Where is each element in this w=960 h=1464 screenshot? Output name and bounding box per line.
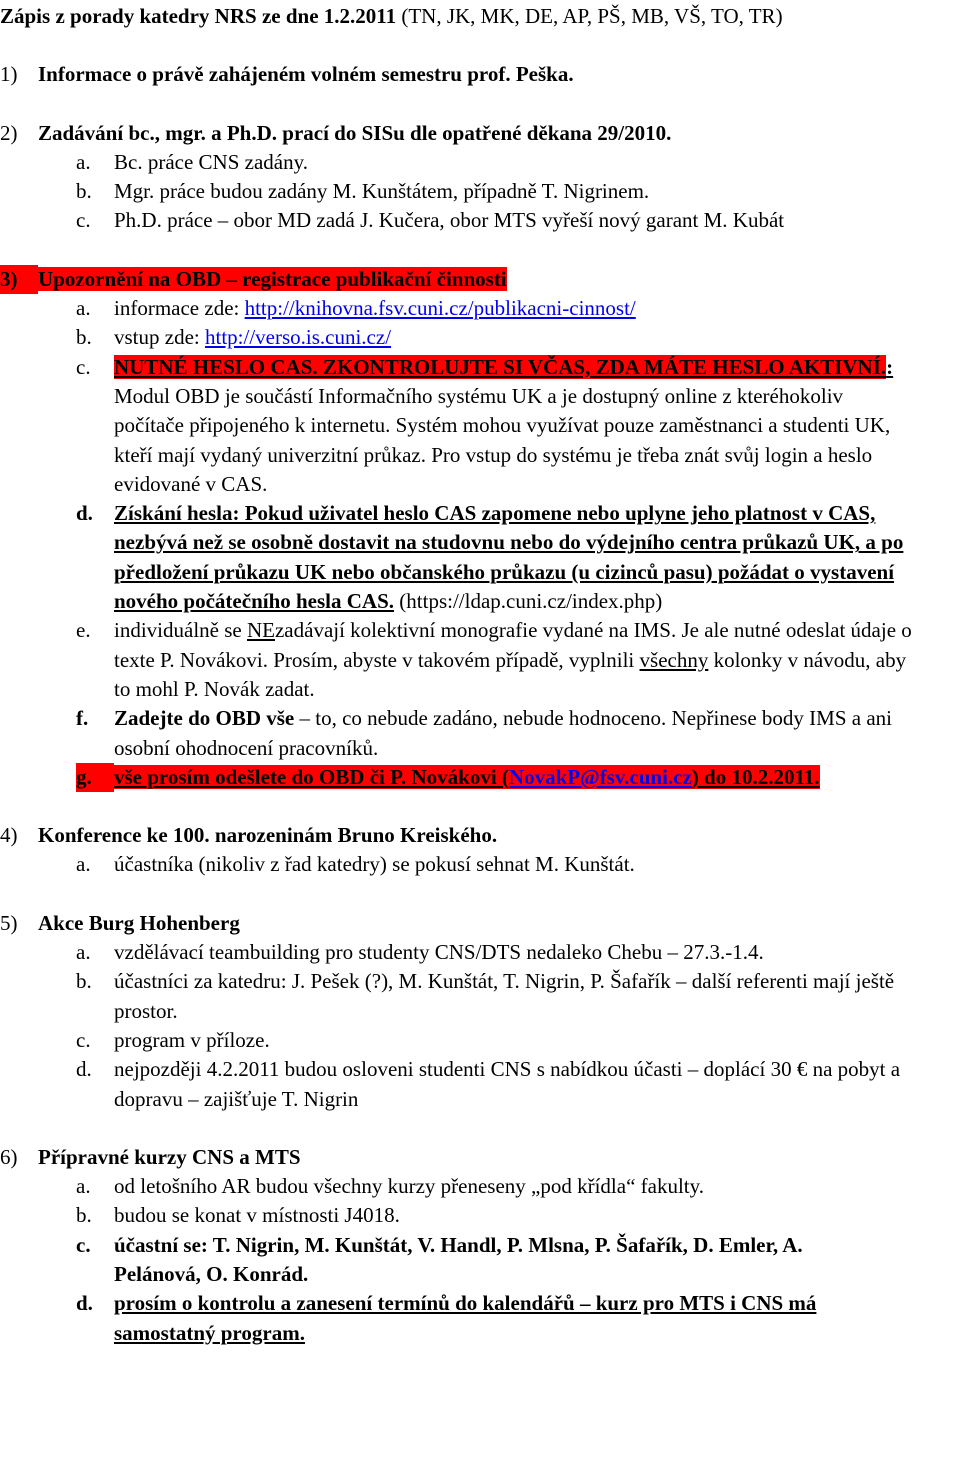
section-number: 5) <box>0 910 18 935</box>
item-text: informace zde: <box>114 296 245 321</box>
item-label: b. <box>76 969 92 994</box>
list-item <box>76 148 960 177</box>
item-text: Modul OBD je součástí Informačního systému UK a je dostupný online z kteréhokoliv počítače připojeného k internetu. Systém mohou využívat pouze zaměstnanci a studenti UK, kteří mají vydaný univerzitní průkaz. Pro vstup do systému je třeba znát svůj login a heslo evidované v CAS. <box>114 383 891 496</box>
item-label: e. <box>76 618 91 643</box>
item-text: ) do 10.2.2011. <box>691 764 820 789</box>
list-item <box>76 850 960 879</box>
item-text: zadávají kolektivní monografie vydané na IMS. Je ale nutné odeslat údaje o texte P. Novákovi. Prosím, abyste v takovém případě, vyplnili <box>114 618 912 672</box>
item-label: a. <box>76 940 91 965</box>
item-text: – to, co nebude zadáno, nebude hodnoceno. Nepřinese body IMS a ani osobní ohodnocení pracovníků. <box>114 706 892 760</box>
colon: : <box>886 354 894 379</box>
warning-text: NUTNÉ HESLO CAS. ZKONTROLUJTE SI VČAS, ZDA MÁTE HESLO AKTIVNÍ. <box>114 354 887 379</box>
section-heading: Konference ke 100. narozeninám Bruno Kreiského. <box>38 823 498 848</box>
item-text: prosím o kontrolu a zanesení termínů do kalendářů – kurz pro MTS i CNS má samostatný program. <box>114 1291 817 1345</box>
item-text: program v příloze. <box>114 1027 270 1052</box>
ne-text: NE <box>246 618 275 643</box>
section-heading: Zadávání bc., mgr. a Ph.D. prací do SISu dle opatřené děkana 29/2010. <box>38 120 672 145</box>
item-label: c. <box>76 354 91 379</box>
list-item <box>76 1231 874 1290</box>
item-text: účastní se: T. Nigrin, M. Kunštát, V. Handl, P. Mlsna, P. Šafařík, D. Emler, A. Pelánová, O. Konrád. <box>114 1232 803 1286</box>
list-item <box>76 967 904 1026</box>
list-item <box>76 206 894 235</box>
document-title <box>0 2 960 31</box>
item-label: d. <box>76 1057 92 1082</box>
section-heading: Akce Burg Hohenberg <box>38 910 240 935</box>
email-link[interactable]: NovakP@fsv.cuni.cz <box>508 764 692 789</box>
item-label: d. <box>76 1291 93 1316</box>
section-number: 6) <box>0 1144 18 1169</box>
item-text: účastníci za katedru: J. Pešek (?), M. Kunštát, T. Nigrin, P. Šafařík – další referenti mají ještě prostor. <box>114 969 895 1023</box>
list-item <box>76 1289 894 1348</box>
item-text: vstup zde: <box>114 325 205 350</box>
item-label: b. <box>76 1203 92 1228</box>
section-2 <box>0 119 960 148</box>
item-label: a. <box>76 296 91 321</box>
item-text: Mgr. práce budou zadány M. Kunštátem, případně T. Nigrinem. <box>114 179 650 204</box>
item-label: c. <box>76 208 91 233</box>
section-3 <box>0 265 960 294</box>
section-number: 1) <box>0 62 18 87</box>
list-item <box>76 1201 960 1230</box>
item-text: vzdělávací teambuilding pro studenty CNS/DTS nedaleko Chebu – 27.3.-1.4. <box>114 940 764 965</box>
list-item <box>76 294 960 323</box>
item-label: b. <box>76 325 92 350</box>
list-item <box>76 323 960 352</box>
item-text: vše prosím odešlete do OBD či P. Novákovi ( <box>114 764 509 789</box>
item-text: budou se konat v místnosti J4018. <box>114 1203 400 1228</box>
section-number: 2) <box>0 120 18 145</box>
section-6 <box>0 1143 960 1172</box>
section-heading: Upozornění na OBD – registrace publikační činnosti <box>38 266 507 291</box>
item-label: c. <box>76 1027 91 1052</box>
item-text: Bc. práce CNS zadány. <box>114 149 308 174</box>
section-heading: Informace o právě zahájeném volném semestru prof. Peška. <box>38 62 574 87</box>
title-bold: Zápis z porady katedry NRS ze dne 1.2.2011 <box>0 4 397 28</box>
item-label: d. <box>76 501 93 526</box>
vsechny-text: všechny <box>639 647 709 672</box>
item-text: kolonky v návodu, aby to mohl P. Novák zadat. <box>114 647 907 701</box>
list-item <box>76 616 924 704</box>
verso-link[interactable]: http://verso.is.cuni.cz/ <box>204 325 392 350</box>
list-item <box>76 763 874 792</box>
item-text: (https://ldap.cuni.cz/index.php) <box>394 589 663 614</box>
item-text: individuálně se <box>114 618 247 643</box>
list-item <box>76 499 904 616</box>
item-label: f. <box>76 706 89 731</box>
list-item <box>76 938 960 967</box>
list-item <box>76 1172 960 1201</box>
item-text: účastníka (nikoliv z řad katedry) se pokusí sehnat M. Kunštát. <box>114 852 635 877</box>
section-number: 4) <box>0 823 18 848</box>
knihovna-link[interactable]: http://knihovna.fsv.cuni.cz/publikacni-cinnost/ <box>244 296 636 321</box>
list-item <box>76 353 914 499</box>
item-label: a. <box>76 852 91 877</box>
list-item <box>76 1055 914 1114</box>
title-attendees: (TN, JK, MK, DE, AP, PŠ, MB, VŠ, TO, TR) <box>396 4 783 28</box>
item-label: a. <box>76 1174 91 1199</box>
list-item <box>76 177 960 206</box>
item-text: od letošního AR budou všechny kurzy přeneseny „pod křídla“ fakulty. <box>114 1174 705 1199</box>
list-item <box>76 1026 960 1055</box>
section-1 <box>0 60 960 89</box>
item-label: g. <box>76 763 114 792</box>
item-text: Ph.D. práce – obor MD zadá J. Kučera, obor MTS vyřeší nový garant M. Kubát <box>114 208 785 233</box>
section-5 <box>0 909 960 938</box>
item-bold: Zadejte do OBD vše <box>114 706 295 731</box>
list-item <box>76 704 904 763</box>
section-number: 3) <box>0 265 38 294</box>
section-heading: Přípravné kurzy CNS a MTS <box>38 1144 301 1169</box>
item-text: nejpozději 4.2.2011 budou osloveni studenti CNS s nabídkou účasti – doplácí 30 € na pobyt a dopravu – zajišťuje T. Nigrin <box>114 1057 901 1111</box>
item-label: a. <box>76 149 91 174</box>
item-label: c. <box>76 1232 91 1257</box>
section-4 <box>0 821 960 850</box>
password-info: Získání hesla: Pokud uživatel heslo CAS zapomene nebo uplyne jeho platnost v CAS, nezbývá než se osobně dostavit na studovnu nebo do výdejního centra průkazů UK, a po předložení průkazu UK nebo občanského průkazu (u cizinců pasu) požádat o vystavení nového počátečního hesla CAS. <box>114 501 904 614</box>
item-label: b. <box>76 179 92 204</box>
